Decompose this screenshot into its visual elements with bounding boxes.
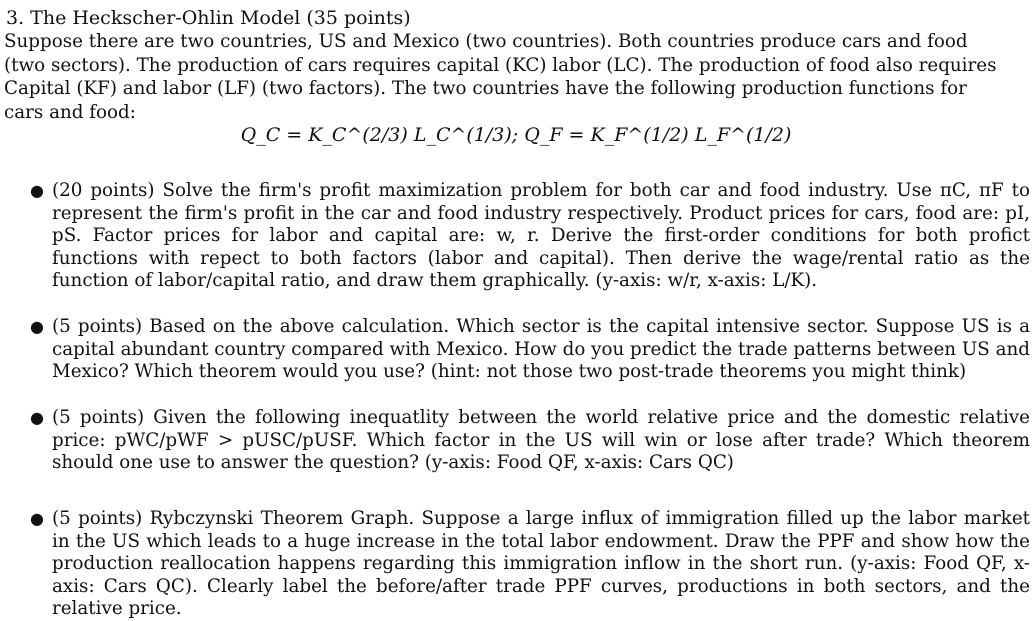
bullet-body: Rybczynski Theorem Graph. Suppose a large influx of immigration filled up the labor market in the US which leads to a huge increase in the total labor endowment. Draw the PPF and show how the production reallocation happens regarding this immigration inflow in the short run. (y-axis: Food QF, x-axis: Cars QC). Clearly label the before/after trade PPF curves, productions in both sectors, and the relative price. [52,508,1030,620]
bullet-points: (5 points) [52,316,143,337]
production-functions-equation: Q_C = K_C^(2/3) L_C^(1/3); Q_F = K_F^(1/2) L_F^(1/2) [240,124,792,146]
question-heading: 3. The Heckscher-Ohlin Model (35 points) [6,7,411,29]
bullet-dot: ● [30,317,44,336]
bullet-points: (5 points) [52,407,145,428]
bullet-body: Given the following inequatlity between the world relative price and the domestic relative price: pWC/pWF > pUSC/pUSF. Which factor in the US will win or lose after trade? Which theorem should one use to answer the question? (y-axis: Food QF, x-axis: Cars QC) [52,407,1031,474]
bullet-text [52,180,1030,293]
bullet-body: Based on the above calculation. Which sector is the capital intensive sector. Suppose US is a capital abundant country compared with Mexico. How do you predict the trade patterns between US and Mexico? Which theorem would you use? (hint: not those two post-trade theorems you might think) [52,316,1031,383]
bullet-body: Solve the firm's profit maximization problem for both car and food industry. Use πC, πF to represent the firm's profit in the car and food industry respectively. Product prices for cars, food are: pI, pS. Factor prices for labor and capital are: w, r. Derive the first-order conditions for both profict functions with repect to both factors (labor and capital). Then derive the wage/rental ratio as the function of labor/capital ratio, and draw them graphically. (y-axis: w/r, x-axis: L/K). [52,180,1031,292]
bullet-dot: ● [30,509,44,528]
bullet-text [52,407,1030,475]
bullet-text [52,508,1030,621]
bullet-text [52,316,1030,384]
bullet-dot: ● [30,181,44,200]
bullet-points: (20 points) [52,180,155,201]
bullet-points: (5 points) [52,508,143,529]
bullet-dot: ● [30,408,44,427]
question-intro: Suppose there are two countries, US and Mexico (two countries). Both countries produce cars and food (two sectors). The production of cars requires capital (KC) labor (LC). The production of food also requires Capital (KF) and labor (LF) (two factors). The two countries have the following production functions for cars and food: [4,31,997,123]
